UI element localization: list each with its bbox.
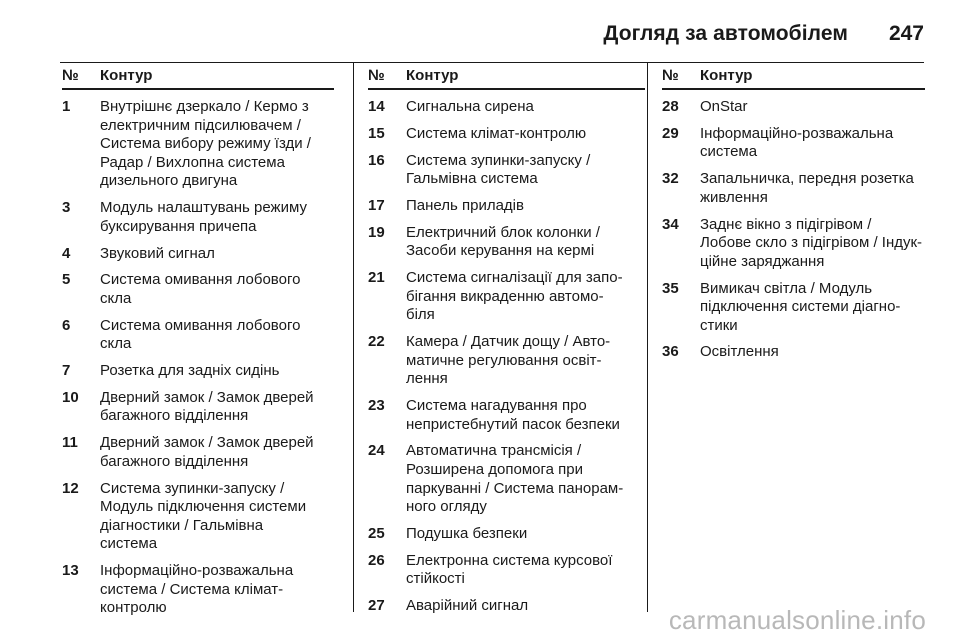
circuit-label: Дверний замок / Замок дверей багажного відділення (100, 388, 314, 425)
fuse-row (368, 442, 645, 516)
circuit-label: Система клімат-контролю (406, 124, 587, 142)
fuse-column-3 (647, 62, 925, 612)
fuse-row (62, 389, 334, 426)
fuse-row (368, 269, 645, 325)
circuit-label: Заднє вікно з підігрівом / Лобове скло з підігрівом / Індук- ційне заряджання (700, 215, 923, 270)
circuit-label: Вимикач світла / Модуль підключення системи діагно- стики (700, 279, 901, 334)
circuit-label: Сигнальна сирена (406, 98, 534, 115)
fuse-number: 35 (662, 279, 679, 297)
fuse-number: 29 (662, 124, 679, 142)
fuse-row (368, 197, 645, 216)
circuit-label: OnStar (700, 98, 748, 115)
circuit-label: Система сигналізації для запо- бігання викраденню автомо- біля (406, 269, 623, 324)
circuit-label: Подушка безпеки (406, 524, 528, 542)
fuse-row (368, 397, 645, 434)
fuse-row (368, 525, 645, 544)
circuit-label: Інформаційно-розважальна система (700, 124, 894, 161)
fuse-number: 27 (368, 597, 385, 615)
fuse-row (368, 152, 645, 189)
fuse-number: 15 (368, 124, 385, 142)
fuse-number: 19 (368, 223, 385, 241)
circuit-label: Запальничка, передня розетка живлення (700, 170, 914, 206)
fuse-number: 10 (62, 388, 79, 406)
circuit-label: Система омивання лобового скла (100, 316, 301, 353)
fuse-row (368, 333, 645, 389)
fuse-number: 34 (662, 215, 679, 233)
number-header: № (662, 67, 679, 84)
fuse-column-1 (62, 62, 334, 617)
circuit-label: Система зупинки-запуску / Модуль підключення системи діагностики / Гальмівна система (100, 479, 307, 553)
fuse-number: 4 (62, 244, 71, 262)
fuse-number: 6 (62, 316, 71, 334)
fuse-row (62, 434, 334, 471)
fuse-row (62, 245, 334, 264)
number-header: № (62, 67, 79, 84)
fuse-list (662, 98, 925, 362)
fuse-number: 26 (368, 551, 385, 569)
fuse-number: 11 (62, 434, 78, 452)
fuse-number: 14 (368, 98, 385, 115)
circuit-label: Електричний блок колонки / Засоби керування на кермі (406, 223, 600, 260)
circuit-label: Панель приладів (406, 196, 524, 214)
page-title: Догляд за автомобілем (603, 22, 848, 45)
fuse-list (368, 98, 645, 616)
fuse-row (368, 98, 645, 117)
fuse-row (662, 216, 925, 272)
circuit-label: Інформаційно-розважальна система / Система клімат- контролю (100, 562, 294, 617)
circuit-label: Дверний замок / Замок дверей багажного відділення (100, 434, 314, 470)
fuse-row (62, 98, 334, 191)
fuse-row (62, 271, 334, 308)
fuse-row (662, 280, 925, 336)
fuse-number: 13 (62, 562, 79, 580)
circuit-header: Контур (700, 67, 753, 84)
fuse-number: 28 (662, 98, 679, 115)
fuse-row (62, 480, 334, 554)
fuse-row (62, 362, 334, 381)
circuit-label: Система нагадування про непристебнутий пасок безпеки (406, 397, 620, 433)
fuse-number: 23 (368, 397, 385, 415)
circuit-label: Камера / Датчик дощу / Авто- матичне регулювання освіт- лення (406, 333, 611, 388)
fuse-row (368, 125, 645, 144)
fuse-number: 5 (62, 271, 71, 289)
circuit-label: Система зупинки-запуску / Гальмівна система (406, 151, 591, 188)
fuse-number: 21 (368, 269, 385, 287)
fuse-number: 32 (662, 170, 679, 188)
column-header (662, 62, 925, 90)
fuse-row (368, 552, 645, 589)
circuit-label: Освітлення (700, 343, 779, 361)
fuse-number: 1 (62, 98, 71, 115)
fuse-number: 3 (62, 199, 71, 217)
fuse-number: 22 (368, 333, 385, 351)
fuse-row (662, 170, 925, 207)
fuse-row (368, 224, 645, 261)
page-number: 247 (888, 22, 924, 45)
circuit-label: Звуковий сигнал (100, 244, 215, 262)
fuse-number: 25 (368, 524, 385, 542)
fuse-number: 36 (662, 343, 679, 361)
circuit-header: Контур (406, 67, 459, 84)
fuse-row (62, 317, 334, 354)
fuse-row (62, 562, 334, 618)
fuse-number: 16 (368, 151, 385, 169)
fuse-row (662, 98, 925, 117)
fuse-number: 24 (368, 442, 385, 460)
fuse-number: 17 (368, 196, 385, 214)
circuit-label: Модуль налаштувань режиму буксирування причепа (100, 199, 307, 235)
fuse-row (662, 125, 925, 162)
column-header (62, 62, 334, 90)
fuse-row (368, 597, 645, 616)
circuit-label: Аварійний сигнал (406, 597, 529, 615)
circuit-label: Розетка для задніх сидінь (100, 362, 280, 380)
circuit-label: Автоматична трансмісія / Розширена допомога при паркуванні / Система панорам- ного огляду (406, 442, 624, 516)
fuse-column-2 (353, 62, 645, 615)
watermark: carmanualsonline.info (668, 605, 926, 635)
circuit-label: Внутрішнє дзеркало / Кермо з електричним підсилювачем / Система вибору режиму їзди / Радар / Вихлопна система дизельного двигуна (100, 98, 311, 190)
page-header (60, 0, 924, 63)
number-header: № (368, 67, 385, 84)
column-header (368, 62, 645, 90)
circuit-label: Система омивання лобового скла (100, 271, 301, 307)
fuse-number: 12 (62, 479, 79, 497)
circuit-label: Електронна система курсової стійкості (406, 551, 613, 588)
fuse-number: 7 (62, 362, 71, 380)
fuse-row (662, 343, 925, 362)
fuse-row (62, 199, 334, 236)
circuit-header: Контур (100, 67, 153, 84)
fuse-list (62, 98, 334, 618)
